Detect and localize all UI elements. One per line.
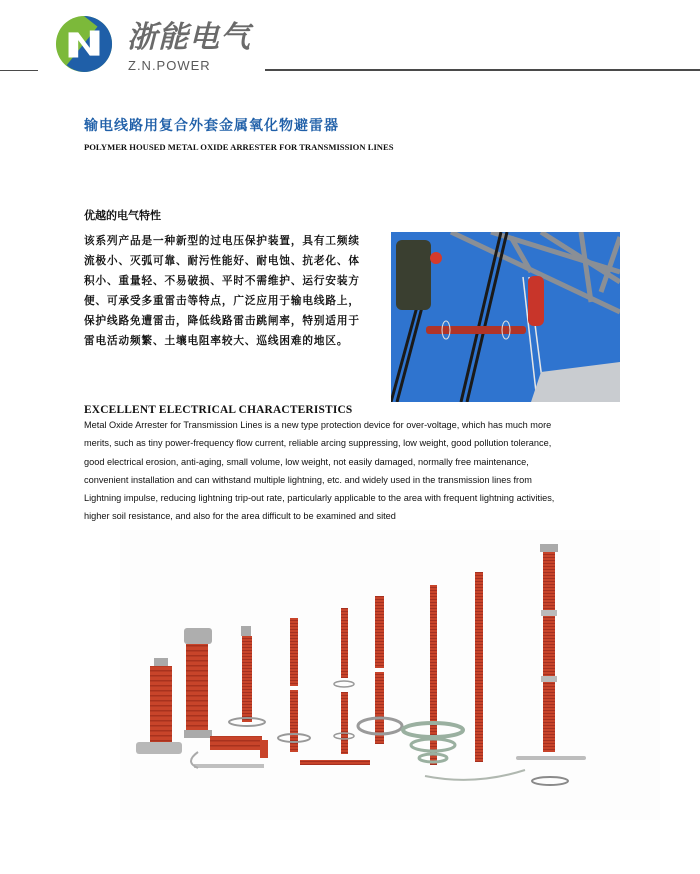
logo-mark-icon: [55, 15, 113, 73]
arrester-7: [403, 585, 463, 765]
arrester-6: [358, 596, 402, 744]
body-cn-line: 便、可承受多重雷击等特点，广泛应用于输电线路上，: [84, 295, 360, 307]
body-cn-line: 积小、重量轻、不易破损、平时不需维护、运行安装方: [84, 275, 360, 287]
section-body-chinese: [84, 231, 382, 351]
body-cn-line: 该系列产品是一种新型的过电压保护装置，具有工频续: [84, 235, 360, 247]
logo-english-name: Z.N.POWER: [128, 58, 211, 73]
arrester-2: [184, 628, 268, 768]
section-heading-english: EXCELLENT ELECTRICAL CHARACTERISTICS: [84, 404, 353, 416]
arrester-4: [278, 618, 370, 765]
body-en-line: convenient installation and can withstand multiple lightning, etc. and widely used in the transmission lines from: [84, 474, 532, 485]
arrester-5: [334, 608, 354, 754]
body-en-line: higher soil resistance, and also for the area difficult to be examined and sited: [84, 511, 396, 522]
product-lineup-photo: [120, 530, 660, 820]
arrester-8: [425, 572, 525, 780]
body-en-line: good electrical erosion, anti-aging, small volume, low weight, not easily damaged, normally free maintenance,: [84, 456, 529, 467]
body-en-line: Metal Oxide Arrester for Transmission Lines is a new type protection device for over-voltage, which has much more: [84, 420, 552, 430]
arrester-products-illustration: [120, 530, 660, 820]
arrester-3: [229, 626, 265, 726]
arrester-1: [136, 658, 182, 754]
installation-photo: [391, 232, 620, 402]
title-english: POLYMER HOUSED METAL OXIDE ARRESTER FOR TRANSMISSION LINES: [84, 142, 394, 152]
logo-chinese-name: 浙能电气: [127, 20, 251, 55]
body-cn-line: 保护线路免遭雷击，降低线路雷击跳闸率，特别适用于: [84, 315, 360, 327]
section-heading-chinese: 优越的电气特性: [84, 209, 161, 222]
header-rule-right: [265, 69, 700, 71]
body-en-line: merits, such as tiny power-frequency flow current, reliable arcing suppressing, low weight, good pollution tolerance,: [84, 438, 552, 449]
tower-arrester-illustration: [391, 232, 620, 402]
body-cn-line: 流极小、灭弧可靠、耐污性能好、耐电蚀、抗老化、体: [84, 255, 360, 267]
section-body-english: [84, 416, 629, 526]
company-logo: [52, 10, 262, 78]
arrester-9: [516, 544, 586, 785]
header-rule-left: [0, 70, 38, 71]
body-cn-line: 雷电活动频繁、土壤电阻率较大、巡线困难的地区。: [84, 335, 349, 347]
title-chinese: 输电线路用复合外套金属氧化物避雷器: [84, 118, 339, 134]
body-en-line: Lightning impulse, reducing lightning trip-out rate, particularly applicable to the area with frequent lightning activities,: [84, 493, 555, 504]
